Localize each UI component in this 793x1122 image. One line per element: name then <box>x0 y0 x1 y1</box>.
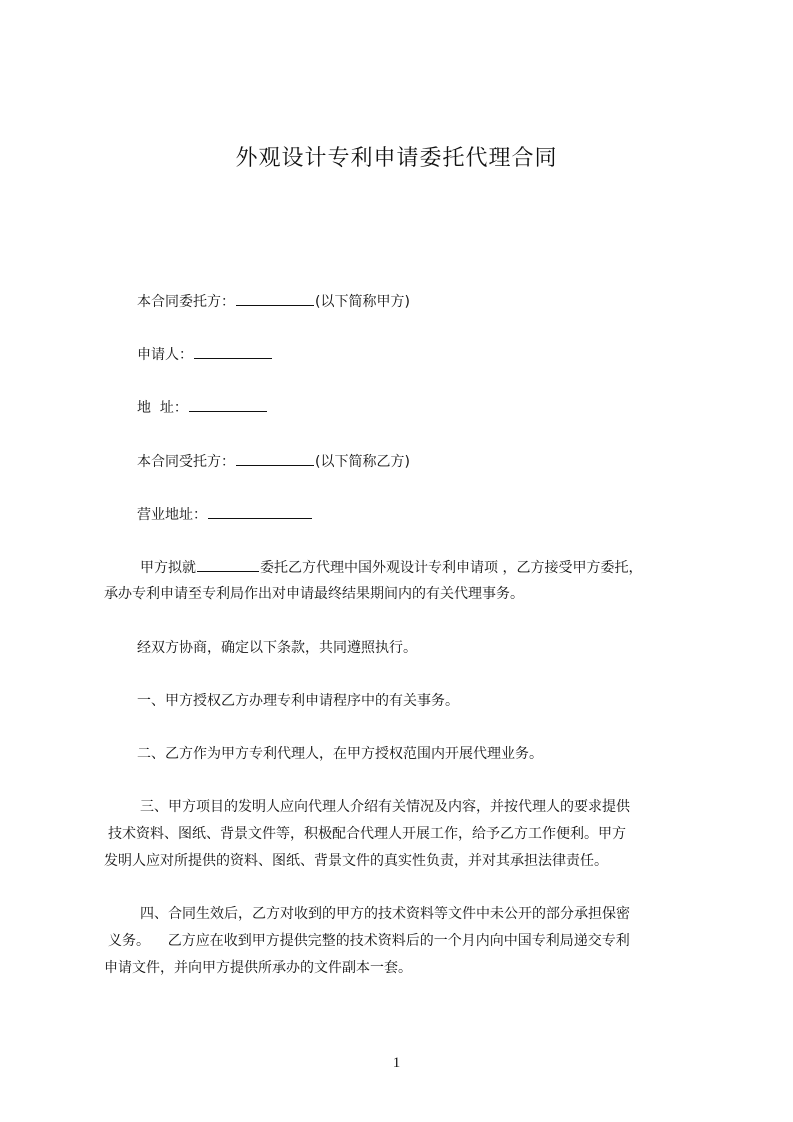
clause-3-line-2: 技术资料、图纸、背景文件等，积极配合代理人开展工作，给予乙方工作便利。甲方 <box>108 826 626 842</box>
applicant-field <box>137 344 273 365</box>
intro-text-a: 甲方拟就 <box>140 560 196 576</box>
clause-2: 二、乙方作为甲方专利代理人，在甲方授权范围内开展代理业务。 <box>137 746 543 762</box>
address-blank <box>189 397 267 412</box>
client-suffix: (以下简称甲方) <box>315 294 410 310</box>
address-field <box>137 397 268 418</box>
applicant-blank <box>194 344 272 359</box>
clause-3-line-1: 三、甲方项目的发明人应向代理人介绍有关情况及内容，并按代理人的要求提供 <box>140 799 630 815</box>
intro-blank <box>197 557 259 572</box>
business-address-label: 营业地址： <box>137 507 207 523</box>
intro-text-b: 委托乙方代理中国外观设计专利申请项 ，乙方接受甲方委托， <box>260 560 643 576</box>
business-address-field <box>137 504 313 525</box>
agent-label: 本合同受托方： <box>137 454 235 470</box>
page-number: 1 <box>392 1055 401 1071</box>
clause-4-line-1: 四、合同生效后，乙方对收到的甲方的技术资料等文件中未公开的部分承担保密 <box>140 906 630 922</box>
clause-4-line-3: 申请文件，并向甲方提供所承办的文件副本一套。 <box>104 960 412 976</box>
client-blank <box>236 291 314 306</box>
agent-field <box>137 451 410 472</box>
document-title: 外观设计专利申请委托代理合同 <box>235 146 558 171</box>
agent-blank <box>236 451 314 466</box>
business-address-blank <box>208 504 312 519</box>
agent-suffix: (以下简称乙方) <box>315 454 410 470</box>
address-label: 地 址： <box>137 400 188 416</box>
intro-line-1 <box>140 557 642 578</box>
clause-1: 一、甲方授权乙方办理专利申请程序中的有关事务。 <box>137 693 459 709</box>
applicant-label: 申请人： <box>137 347 193 363</box>
intro-line-2: 承办专利申请至专利局作出对申请最终结果期间内的有关代理事务。 <box>104 586 524 602</box>
clause-4-line-2: 义务。 乙方应在收到甲方提供完整的技术资料后的一个月内向中国专利局递交专利 <box>108 933 630 949</box>
client-field <box>137 291 410 312</box>
agreement-line: 经双方协商，确定以下条款，共同遵照执行。 <box>137 640 417 656</box>
clause-3-line-3: 发明人应对所提供的资料、图纸、背景文件的真实性负责，并对其承担法律责任。 <box>104 853 608 869</box>
client-label: 本合同委托方： <box>137 294 235 310</box>
